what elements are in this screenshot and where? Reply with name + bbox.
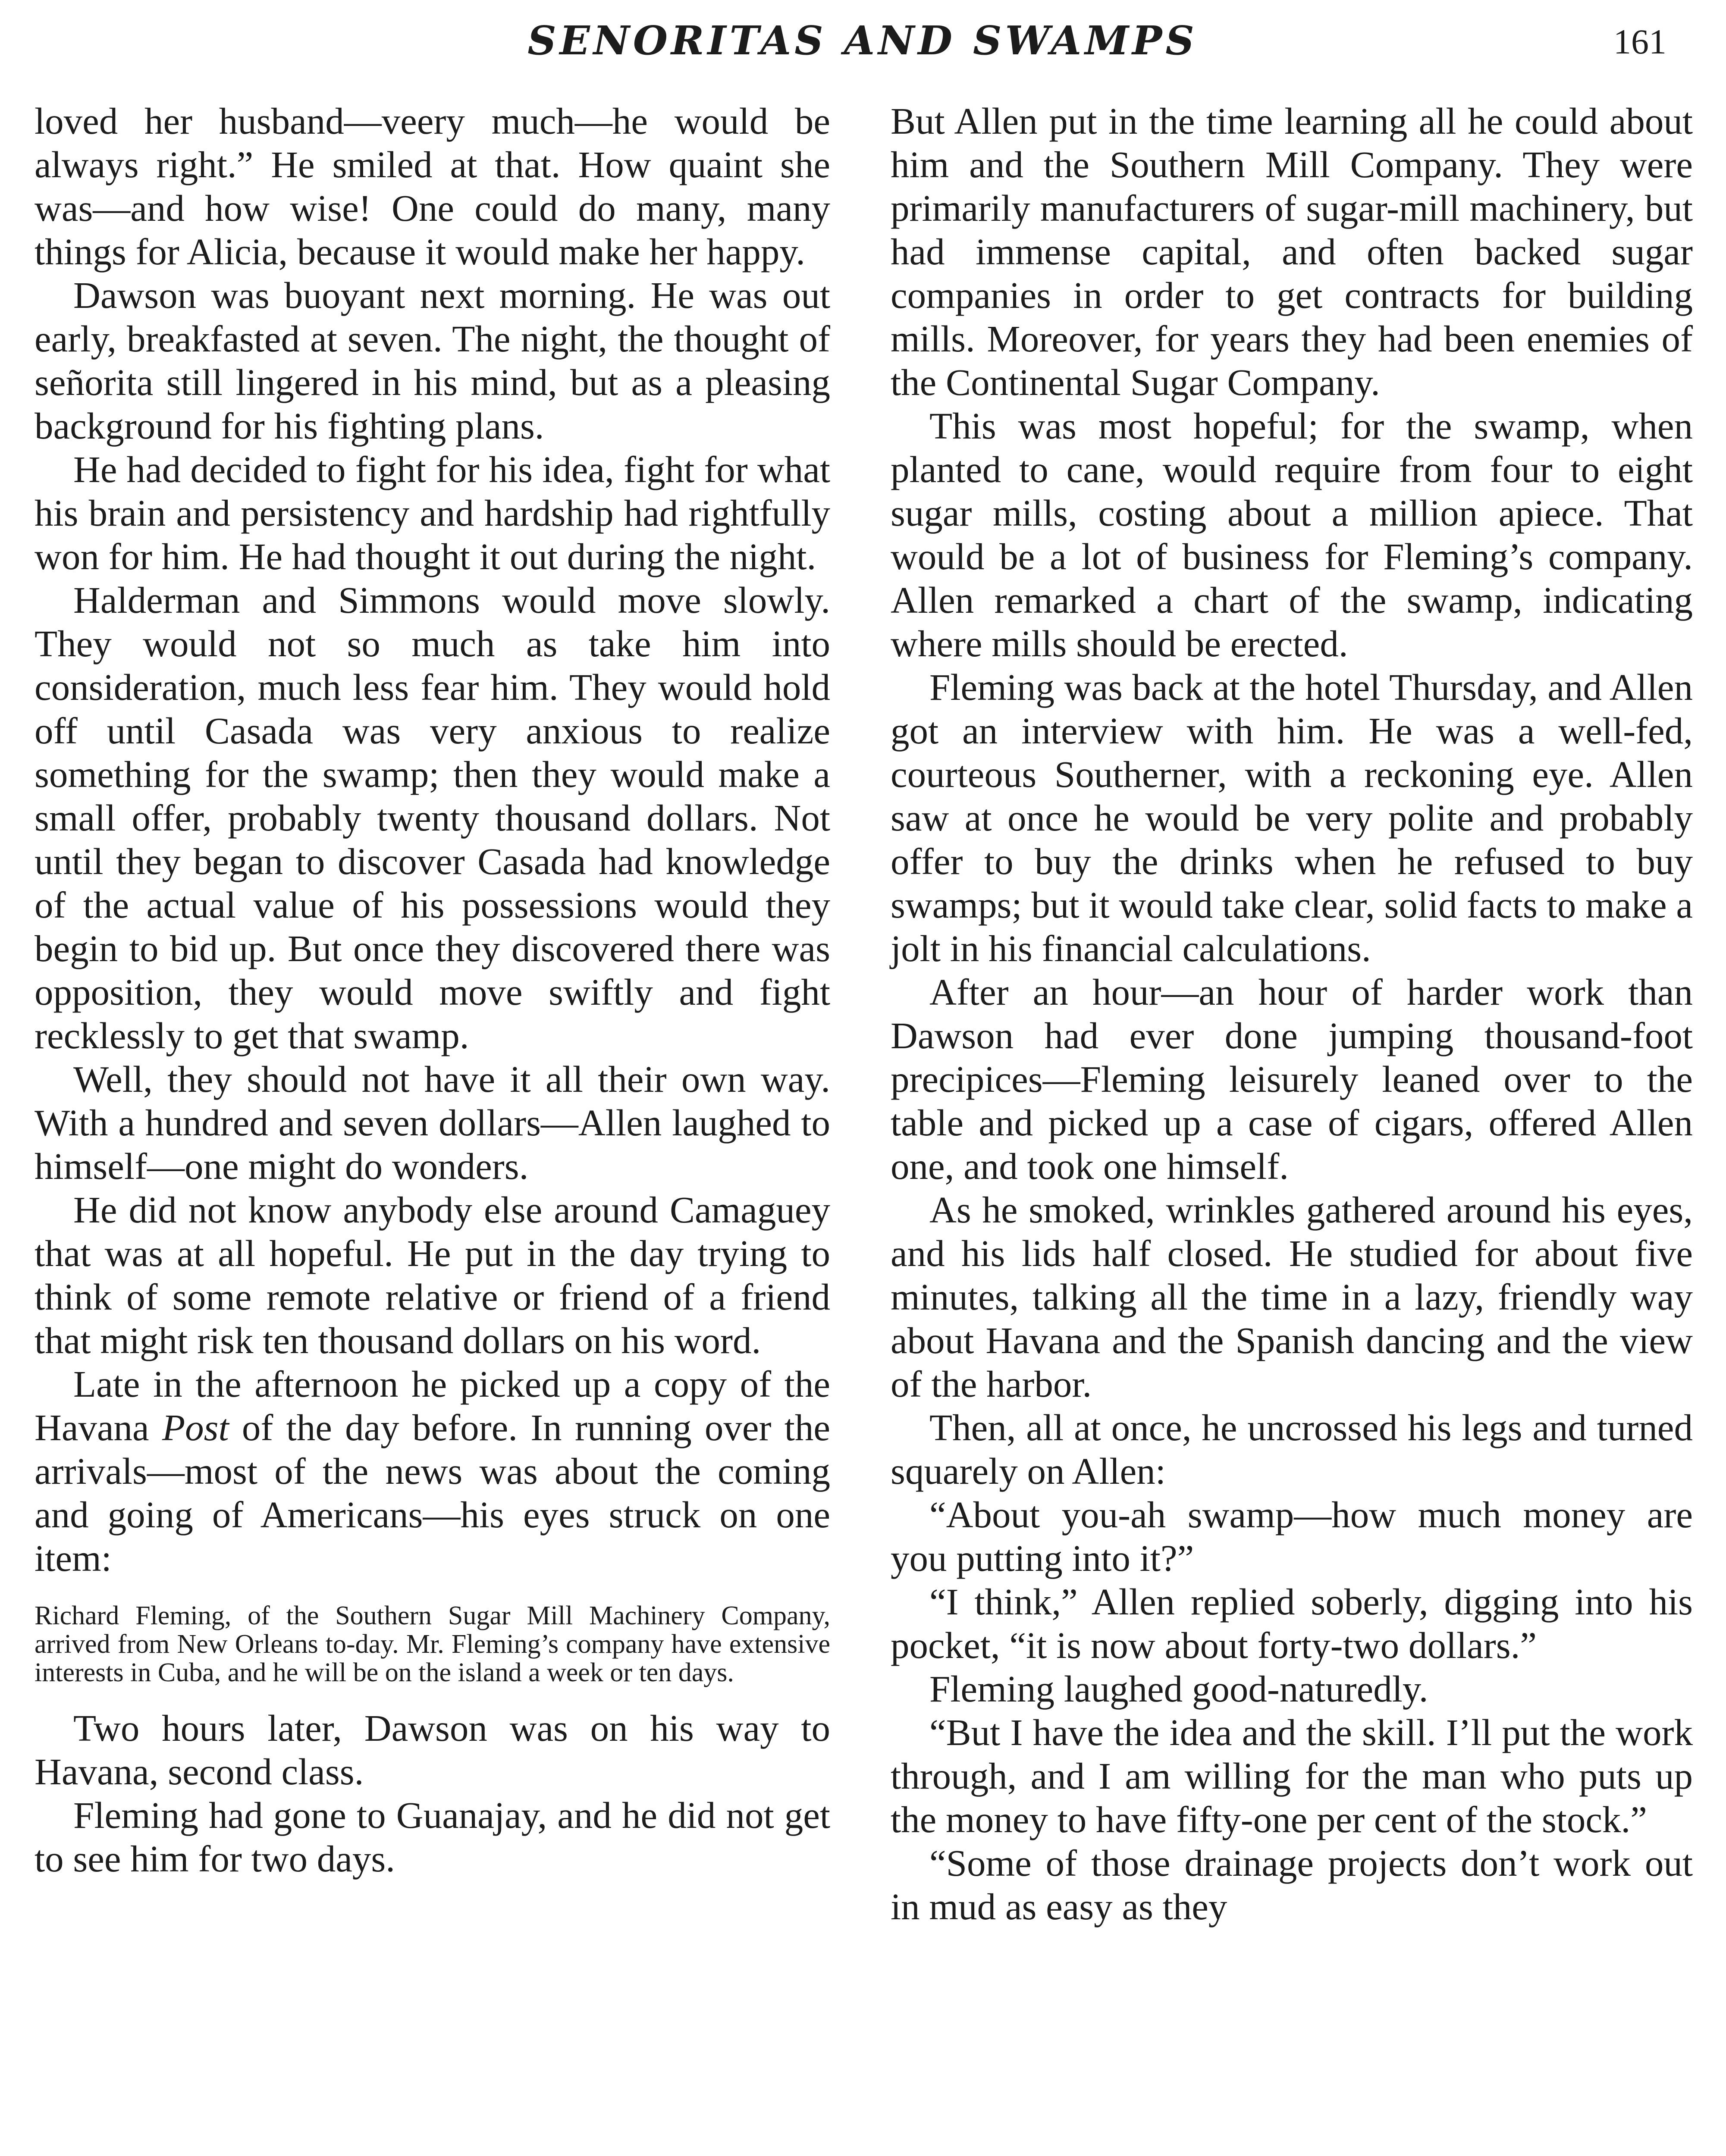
left-column (35, 99, 830, 1880)
newspaper-name: Post (162, 1407, 229, 1448)
running-title: SENORITAS AND SWAMPS (527, 17, 1198, 64)
paragraph: Then, all at once, he uncrossed his legs and turned squarely on Allen: (891, 1407, 1693, 1492)
paragraph: Dawson was buoyant next morning. He was out early, breakfasted at seven. The night, the thought of señorita still lingered in his mind, but as a pleasing background for his fighting plans. (35, 274, 830, 447)
page-number: 161 (1613, 22, 1666, 61)
paragraph: This was most hopeful; for the swamp, when planted to cane, would require from four to eight sugar mills, costing about a million apiece. That would be a lot of business for Fleming’s company. Allen remarked a chart of the swamp, indicating where mills should be erected. (891, 405, 1693, 664)
paragraph: Two hours later, Dawson was on his way to Havana, second class. (35, 1707, 830, 1792)
paragraph-text: Late in the afternoon he picked up a copy of the Havana (35, 1363, 830, 1448)
paragraph: After an hour—an hour of harder work than Dawson had ever done jumping thousand-foot precipices—Fleming leisurely leaned over to the table and picked up a case of cigars, offered Allen one, and took one himself. (891, 971, 1693, 1187)
right-column (891, 99, 1693, 1928)
paragraph-text: of the day before. In running over the arrivals—most of the news was about the coming and going of Americans—his eyes struck on one item: (35, 1407, 830, 1579)
paragraph: Fleming laughed good-naturedly. (929, 1668, 1428, 1710)
paragraph: As he smoked, wrinkles gathered around his eyes, and his lids half closed. He studied for about five minutes, talking all the time in a lazy, friendly way about Havana and the Spanish dancing and the view of the harbor. (891, 1189, 1693, 1405)
paragraph: But Allen put in the time learning all he could about him and the Southern Mill Company. They were primarily manufacturers of sugar-mill machinery, but had immense capital, and often backed sugar companies in order to get contracts for building mills. Moreover, for years they had been enemies of the Continental Sugar Company. (891, 100, 1693, 403)
paragraph: Halderman and Simmons would move slowly. They would not so much as take him into consideration, much less fear him. They would hold off until Casada was very anxious to realize something for the swamp; then they would make a small offer, probably twenty thousand dollars. Not until they began to discover Casada had knowledge of the actual value of his possessions would they begin to bid up. But once they discovered there was opposition, they would move swiftly and fight recklessly to get that swamp. (35, 579, 830, 1056)
dialogue-paragraph: “But I have the idea and the skill. I’ll put the work through, and I am willing for the man who puts up the money to have fifty-one per cent of the stock.” (891, 1711, 1693, 1840)
dialogue-paragraph: “Some of those drainage projects don’t work out in mud as easy as they (891, 1842, 1693, 1927)
dialogue-paragraph: “About you-ah swamp—how much money are you putting into it?” (891, 1494, 1693, 1579)
paragraph: Fleming was back at the hotel Thursday, and Allen got an interview with him. He was a well-fed, courteous Southerner, with a reckoning eye. Allen saw at once he would be very polite and probably offer to buy the drinks when he refused to buy swamps; but it would take clear, solid facts to make a jolt in his financial calculations. (891, 666, 1693, 969)
paragraph: Fleming had gone to Guanajay, and he did not get to see him for two days. (35, 1794, 830, 1880)
dialogue-paragraph: “I think,” Allen replied soberly, digging into his pocket, “it is now about forty-two dollars.” (891, 1581, 1693, 1666)
paragraph: He had decided to fight for his idea, fight for what his brain and persistency and hardship had rightfully won for him. He had thought it out during the night. (35, 448, 830, 577)
news-clipping: Richard Fleming, of the Southern Sugar Mill Machinery Company, arrived from New Orleans to-day. Mr. Fleming’s company have extensive interests in Cuba, and he will be on the island a week or ten days. (35, 1601, 830, 1687)
paragraph: He did not know anybody else around Camaguey that was at all hopeful. He put in the day trying to think of some remote relative or friend of a friend that might risk ten thousand dollars on his word. (35, 1189, 830, 1361)
paragraph (35, 1362, 830, 1580)
paragraph: loved her husband—veery much—he would be always right.” He smiled at that. How quaint she was—and how wise! One could do many, many things for Alicia, because it would make her happy. (35, 100, 830, 273)
paragraph: Well, they should not have it all their own way. With a hundred and seven dollars—Allen laughed to himself—one might do wonders. (35, 1058, 830, 1187)
